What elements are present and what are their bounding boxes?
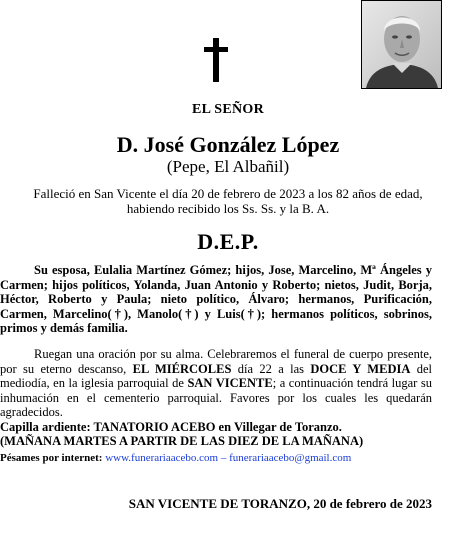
- capilla-ardiente: [0, 420, 432, 448]
- family-text: Su esposa, Eulalia Martínez Gómez; hijos, Jose, Marcelino, Mª Ángeles y Carmen; hijos políticos, Yolanda, Juan Antonio y Roberto; nietos, Judit, Borja, Héctor, Roberto y Paula; nieto político, Álvaro; hermanos, Purificación, Carmen, Marcelino(†), Manolo(†) y Luis(†); hermanos políticos, sobrinos, primos y demás familia.: [0, 263, 432, 336]
- dep-heading: D.E.P.: [197, 229, 259, 254]
- funeral-text: Ruegan una oración por su alma. Celebraremos el funeral de cuerpo presente, por su eterno descanso,: [0, 347, 432, 376]
- funeral-time: DOCE Y MEDIA: [310, 361, 411, 376]
- deceased-name: D. José González López: [116, 132, 340, 157]
- capilla-schedule: (MAÑANA MARTES A PARTIR DE LAS DIEZ DE LA MAÑANA): [0, 434, 364, 448]
- death-notice: [0, 186, 456, 216]
- death-notice-line: Falleció en San Vicente el día 20 de febrero de 2023 a los 82 años de edad,: [33, 186, 423, 201]
- funeral-day: EL MIÉRCOLES: [132, 361, 232, 376]
- funeral-text: del mediodía, en la iglesia parroquial de: [0, 361, 432, 391]
- capilla-line: Capilla ardiente: TANATORIO ACEBO en Villegar de Toranzo.: [0, 420, 342, 434]
- death-notice-line: habiendo recibido los Ss. Ss. y la B. A.: [126, 201, 330, 216]
- portrait-photo: [361, 0, 442, 89]
- portrait-image: [362, 1, 441, 88]
- cross-icon: [201, 38, 231, 82]
- funeral-paragraph: [0, 347, 432, 420]
- email-link[interactable]: funerariaacebo@gmail.com: [229, 452, 352, 464]
- condolences-label: Pésames por internet:: [0, 452, 103, 464]
- funeral-place: SAN VICENTE: [187, 376, 273, 391]
- deceased-alias: (Pepe, El Albañil): [166, 157, 290, 176]
- family-paragraph: [0, 263, 432, 336]
- condolences-line: [0, 451, 432, 466]
- separator: –: [220, 452, 227, 464]
- title-prefix: EL SEÑOR: [191, 102, 265, 117]
- funeral-text: ; a continuación tendrá lugar su inhumación en el cementerio parroquial. Favores por los cuales les quedarán agradecidos.: [0, 376, 432, 420]
- website-link[interactable]: www.funerariaacebo.com: [105, 452, 219, 464]
- place-date-footer: SAN VICENTE DE TORANZO, 20 de febrero de 2023: [128, 496, 432, 511]
- funeral-text: día 22 a las: [231, 361, 311, 376]
